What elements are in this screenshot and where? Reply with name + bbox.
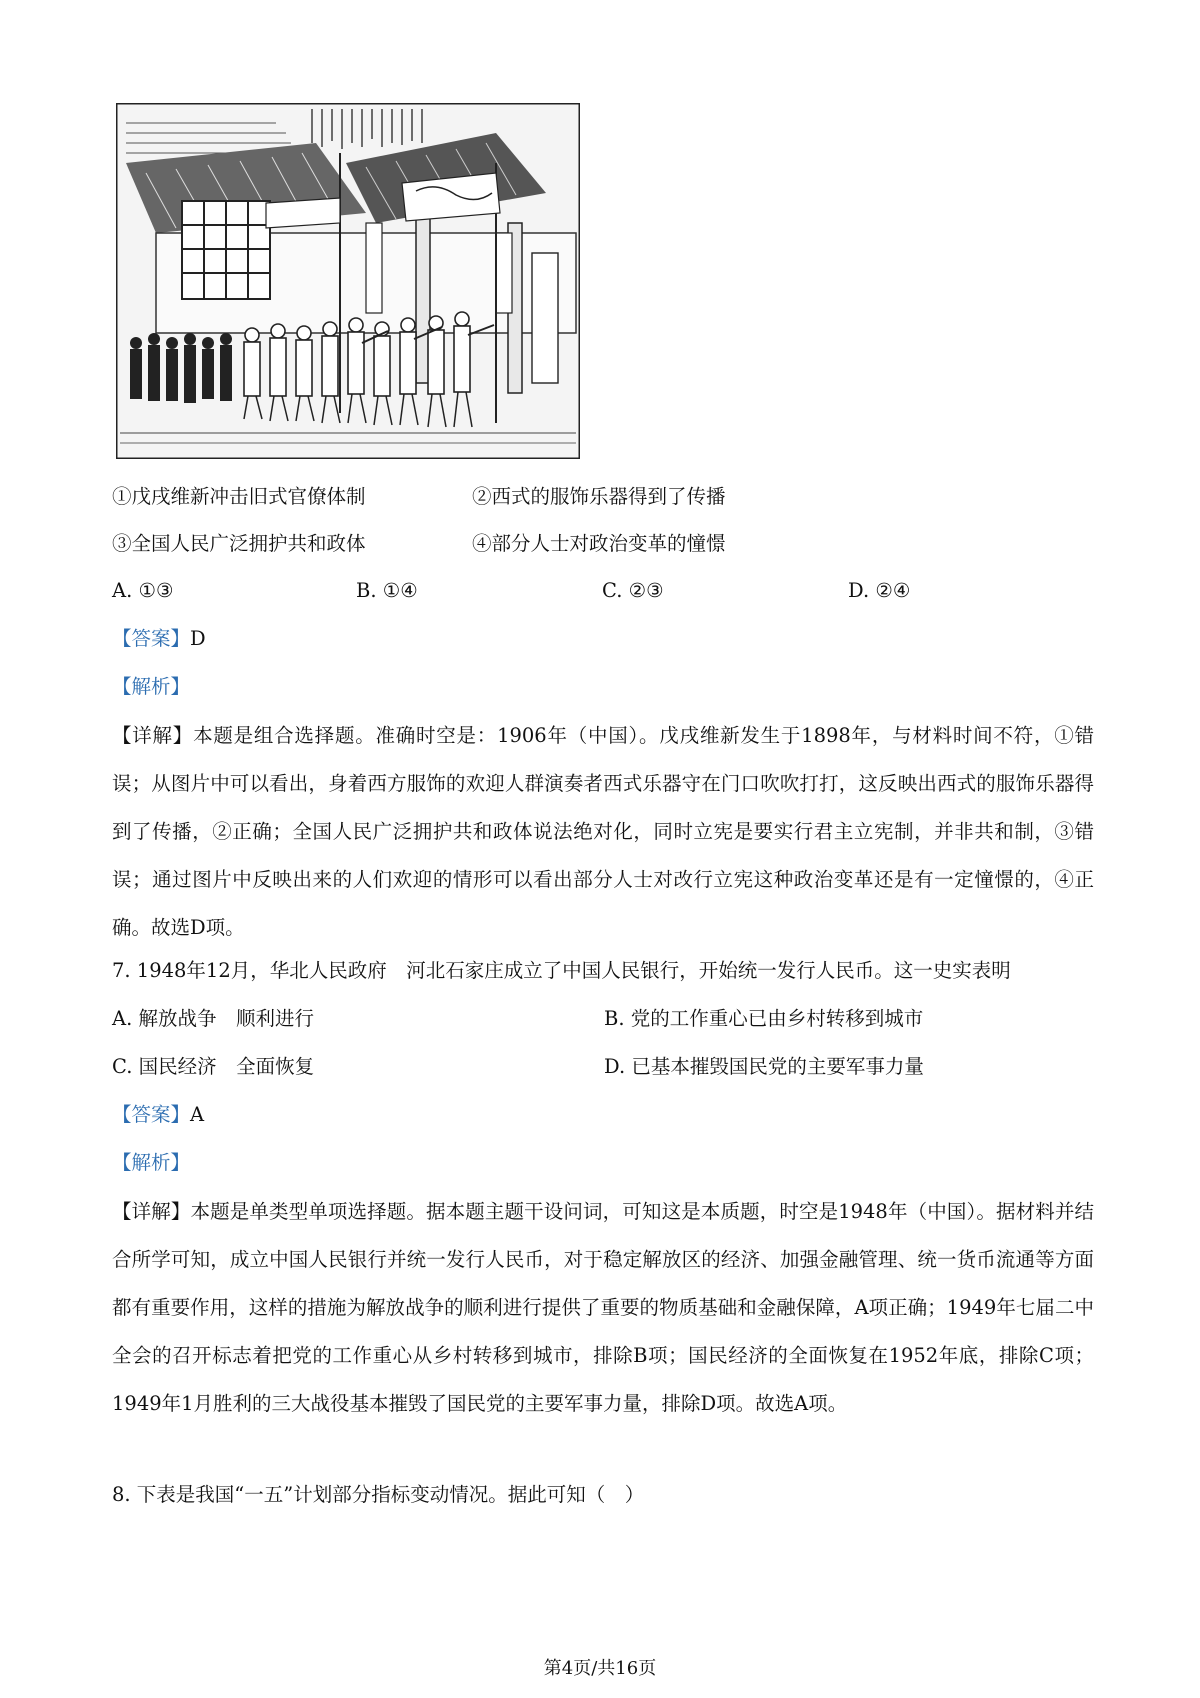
detail-text: 本题是单类型单项选择题。据本题主题干设问词，可知这是本质题，时空是1948年（中国）。据材料并结合所学可知，成立中国人民银行并统一发行人民币，对于稳定解放区的经济、加强金融管理、统一货币流通等方面都有重要作用，这样的措施为解放战争的顺利进行提供了重要的物质基础和金融保障，A项正确；1949年七届二中全会的召开标志着把党的工作重心从乡村转移到城市，排除B项；国民经济的全面恢复在1952年底，排除C项；1949年1月胜利的三大战役基本摧毁了国民党的主要军事力量，排除D项。故选A项。: [112, 1200, 1094, 1415]
page-number: 第4页/共16页: [543, 1658, 657, 1679]
answer-tag: 【答案】: [112, 1103, 191, 1126]
answer-tag: 【答案】: [112, 627, 191, 650]
q7-answer: [112, 1102, 204, 1128]
q6-choice-b: B. ①④: [356, 579, 418, 602]
q6-option-3: ③全国人民广泛拥护共和政体: [112, 532, 366, 555]
analysis-tag: 【解析】: [112, 1151, 191, 1174]
analysis-tag: 【解析】: [112, 675, 191, 698]
q6-detail: [112, 712, 1094, 952]
historical-illustration: [116, 103, 580, 459]
q7-stem: 7. 1948年12月，华北人民政府 河北石家庄成立了中国人民银行，开始统一发行人民币。这一史实表明: [112, 959, 1011, 982]
q6-analysis-heading: [112, 674, 190, 700]
q6-option-1: ①戊戌维新冲击旧式官僚体制: [112, 485, 366, 508]
q7-choice-d: D. 已基本摧毁国民党的主要军事力量: [604, 1055, 924, 1078]
detail-text: 本题是组合选择题。准确时空是：1906年（中国）。戊戌维新发生于1898年，与材料时间不符，①错误；从图片中可以看出，身着西方服饰的欢迎人群演奏者西式乐器守在门口吹吹打打，这反映出西式的服饰乐器得到了传播，②正确；全国人民广泛拥护共和政体说法绝对化，同时立宪是要实行君主立宪制，并非共和制，③错误；通过图片中反映出来的人们欢迎的情形可以看出部分人士对改行立宪这种政治变革还是有一定憧憬的，④正确。故选D项。: [112, 724, 1094, 939]
q6-choice-c: C. ②③: [602, 579, 664, 602]
q6-option-4: ④部分人士对政治变革的憧憬: [472, 532, 726, 555]
q6-choice-d: D. ②④: [848, 579, 911, 602]
detail-tag: 【详解】: [112, 724, 194, 747]
q7-choice-b: B. 党的工作重心已由乡村转移到城市: [604, 1007, 924, 1030]
answer-value: D: [190, 627, 206, 650]
q8-stem: 8. 下表是我国“一五”计划部分指标变动情况。据此可知（ ）: [112, 1483, 645, 1506]
q7-choice-a: A. 解放战争 顺利进行: [112, 1007, 314, 1030]
q6-choice-a: A. ①③: [112, 579, 174, 602]
q6-option-2: ②西式的服饰乐器得到了传播: [472, 485, 726, 508]
q7-detail: [112, 1188, 1094, 1428]
answer-value: A: [190, 1103, 205, 1126]
q6-answer: [112, 626, 206, 652]
q7-choice-c: C. 国民经济 全面恢复: [112, 1055, 315, 1078]
detail-tag: 【详解】: [112, 1200, 191, 1223]
q7-analysis-heading: [112, 1150, 190, 1176]
